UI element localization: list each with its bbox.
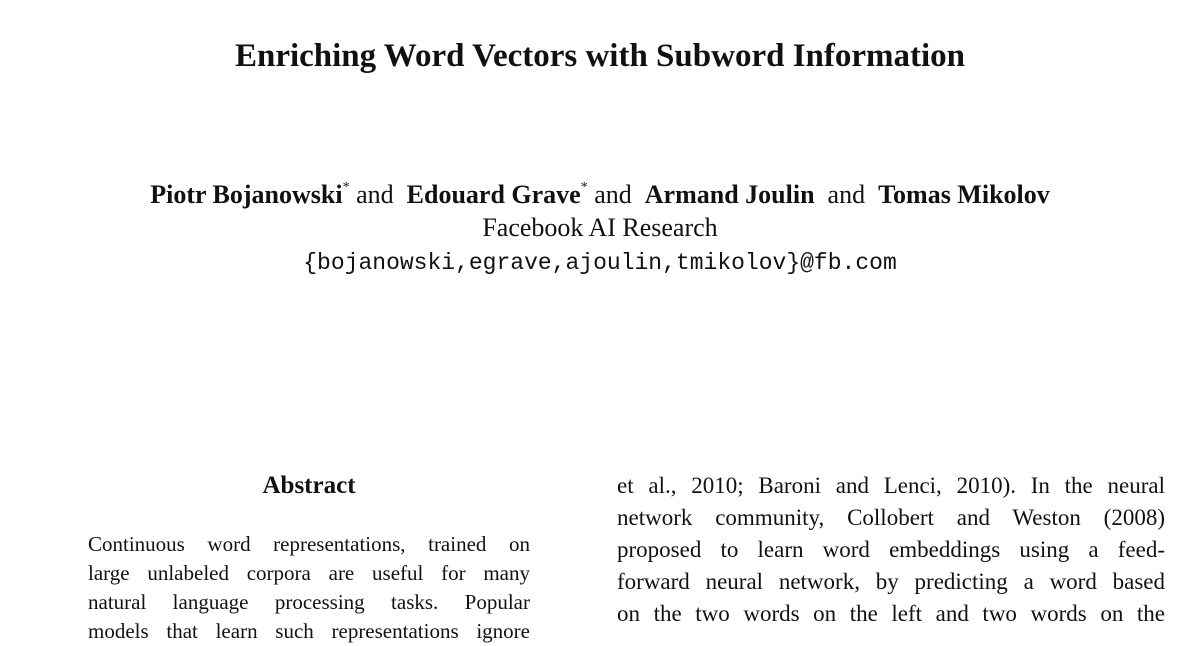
abstract-line: Continuous word representations, trained on bbox=[88, 532, 530, 556]
body-line: on the two words on the left and two words on the bbox=[617, 601, 1165, 626]
author-name: Armand Joulin bbox=[644, 180, 815, 209]
author-separator: and bbox=[827, 180, 866, 209]
abstract-line: large unlabeled corpora are useful for many bbox=[88, 561, 530, 585]
body-line: network community, Collobert and Weston (2008) bbox=[617, 505, 1165, 530]
author-name: Tomas Mikolov bbox=[878, 180, 1050, 209]
abstract-heading: Abstract bbox=[262, 472, 356, 499]
abstract-text bbox=[88, 530, 530, 646]
author-name: Piotr Bojanowski bbox=[150, 180, 343, 209]
body-line: proposed to learn word embeddings using a feed- bbox=[617, 537, 1165, 562]
intro-text-column bbox=[617, 470, 1165, 630]
equal-contribution-mark: * bbox=[342, 180, 350, 196]
abstract-line: natural language processing tasks. Popular bbox=[88, 590, 530, 614]
author-name: Edouard Grave bbox=[406, 180, 581, 209]
author-emails: {bojanowski,egrave,ajoulin,tmikolov}@fb.com bbox=[303, 250, 897, 276]
author-list bbox=[0, 178, 1200, 211]
abstract-line: models that learn such representations ignore bbox=[88, 619, 530, 643]
author-separator: and bbox=[356, 180, 394, 209]
author-separator: and bbox=[594, 180, 632, 209]
paper-title: Enriching Word Vectors with Subword Information bbox=[234, 38, 966, 74]
body-line: forward neural network, by predicting a word based bbox=[617, 569, 1165, 594]
equal-contribution-mark: * bbox=[580, 180, 588, 196]
affiliation: Facebook AI Research bbox=[482, 213, 718, 242]
body-line: et al., 2010; Baroni and Lenci, 2010). In the neural bbox=[617, 473, 1165, 498]
